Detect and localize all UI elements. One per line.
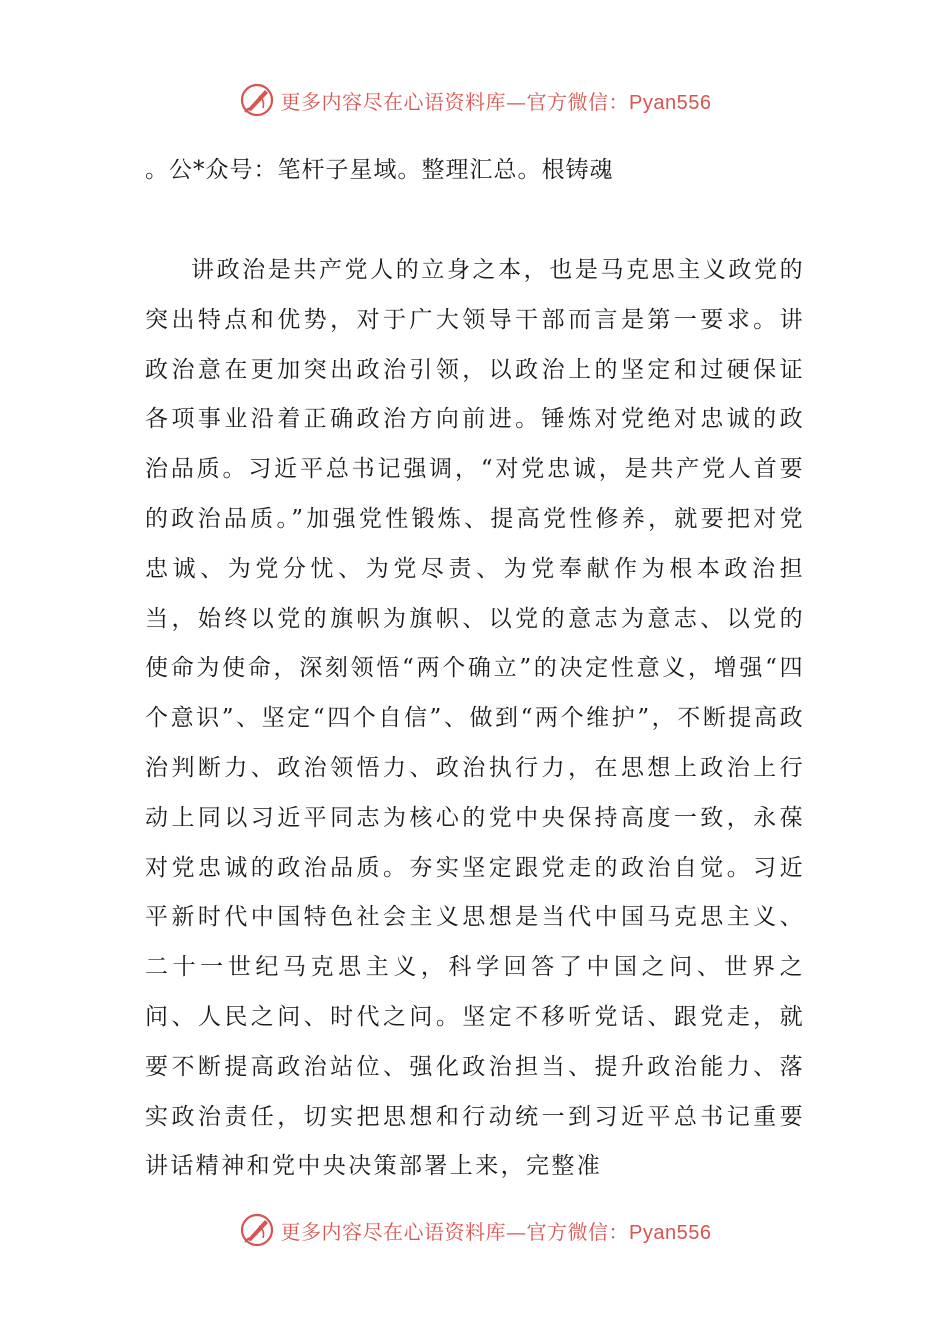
header-banner-wechat-id: Pyan556 <box>629 91 712 114</box>
footer-banner-wechat-id: Pyan556 <box>629 1221 712 1244</box>
quill-logo-icon <box>239 82 275 118</box>
footer-banner <box>0 1210 950 1250</box>
header-banner <box>0 80 950 120</box>
quill-logo-icon <box>239 1212 275 1248</box>
footer-banner-text <box>281 1216 712 1245</box>
body-paragraph: 讲政治是共产党人的立身之本，也是马克思主义政党的突出特点和优势，对于广大领导干部而言是第一要求。讲政治意在更加突出政治引领，以政治上的坚定和过硬保证各项事业沿着正确政治方向前进。锤炼对党绝对忠诚的政治品质。习近平总书记强调，“对党忠诚，是共产党人首要的政治品质。”加强党性锻炼、提高党性修养，就要把对党忠诚、为党分忧、为党尽责、为党奉献作为根本政治担当，始终以党的旗帜为旗帜、以党的意志为意志、以党的使命为使命，深刻领悟“两个确立”的决定性意义，增强“四个意识”、坚定“四个自信”、做到“两个维护”，不断提高政治判断力、政治领悟力、政治执行力，在思想上政治上行动上同以习近平同志为核心的党中央保持高度一致，永葆对党忠诚的政治品质。夯实坚定跟党走的政治自觉。习近平新时代中国特色社会主义思想是当代中国马克思主义、二十一世纪马克思主义，科学回答了中国之问、世界之问、人民之问、时代之问。坚定不移听党话、跟党走，就要不断提高政治站位、强化政治担当、提升政治能力、落实政治责任，切实把思想和行动统一到习近平总书记重要讲话精神和党中央决策部署上来，完整准 <box>145 257 805 1180</box>
header-banner-label: 更多内容尽在心语资料库—官方微信： <box>280 89 630 114</box>
subtitle-line: 。公*众号：笔杆子星域。整理汇总。根铸魂 <box>145 157 614 183</box>
footer-banner-label: 更多内容尽在心语资料库—官方微信： <box>280 1219 630 1244</box>
header-banner-text <box>281 86 712 115</box>
